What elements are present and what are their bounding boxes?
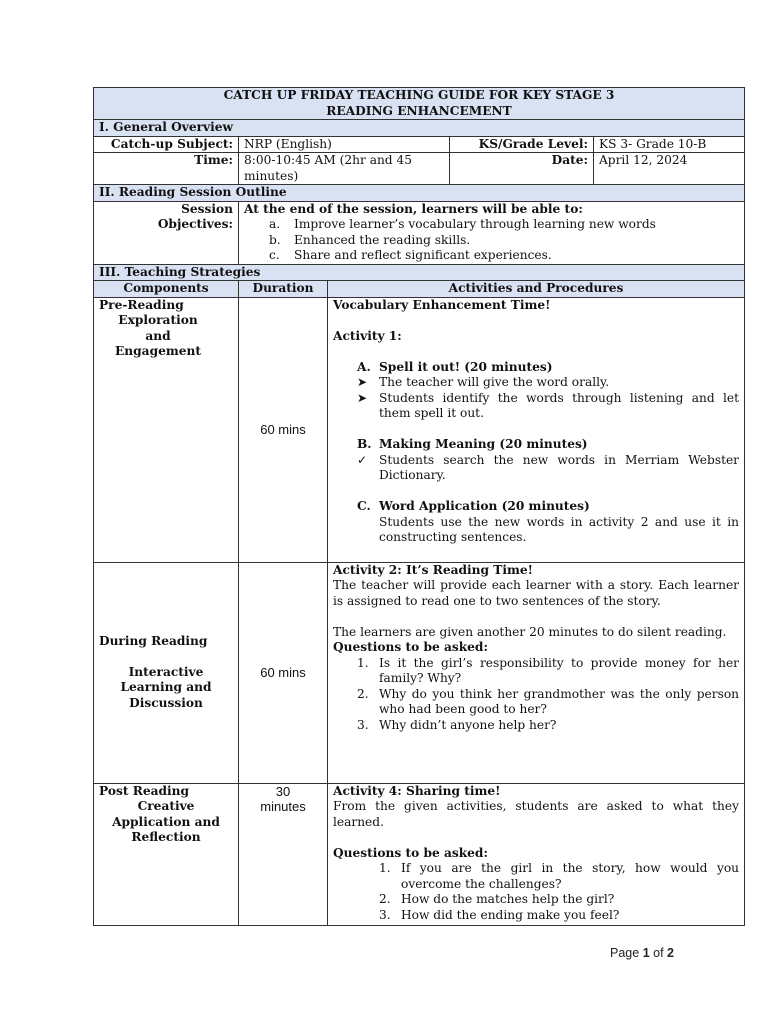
section-reading-outline	[94, 185, 745, 202]
time-value: 8:00-10:45 AM (2hr and 45 minutes)	[239, 153, 450, 185]
time-row	[94, 153, 745, 185]
list-item: 1. Is it the girl’s responsibility to provide money for her family? Why?	[357, 655, 740, 685]
table-row-during-reading	[94, 562, 745, 783]
duration-pre-reading: 60 mins	[239, 297, 328, 562]
page-number: Page 1 of 2	[610, 946, 674, 960]
list-item: Students use the new words in activity 2 and use it in constructing sentences.	[379, 514, 740, 544]
objectives-content	[239, 201, 745, 264]
component-pre-reading: Pre-Reading Exploration and Engagement	[94, 297, 239, 562]
column-header-activities: Activities and Procedures	[328, 281, 745, 298]
column-header-row	[94, 281, 745, 298]
checkmark-bullet-icon: ✓	[357, 452, 368, 467]
list-item: A. Spell it out! (20 minutes)	[357, 359, 553, 374]
subject-label: Catch-up Subject:	[94, 136, 239, 153]
table-row-pre-reading	[94, 297, 745, 562]
component-post-reading: Post Reading Creative Application and Reflection	[94, 783, 239, 925]
duration-post-reading: 30 minutes	[239, 783, 328, 925]
list-item: 1. If you are the girl in the story, how would you overcome the challenges?	[379, 861, 740, 891]
list-item: 2. How do the matches help the girl?	[379, 892, 615, 906]
date-label: Date:	[450, 153, 594, 185]
section-general-overview	[94, 120, 745, 137]
arrow-bullet-icon: ➤	[357, 375, 368, 389]
list-item: C. Word Application (20 minutes)	[357, 499, 590, 513]
list-item: ➤ The teacher will give the word orally.	[357, 375, 610, 389]
column-header-duration: Duration	[239, 281, 328, 298]
subject-value: NRP (English)	[239, 136, 450, 153]
list-item: a. Improve learner’s vocabulary through learning new words	[269, 217, 656, 231]
list-item: 3. How did the ending make you feel?	[379, 907, 620, 922]
list-item: ✓ Students search the new words in Merriam Webster Dictionary.	[357, 452, 740, 482]
objectives-row	[94, 201, 745, 264]
activities-post-reading: Activity 4: Sharing time! From the given activities, students are asked to what they learned. Questions to be asked: 1. If you are the girl in the story, how would you overcome the challenges? 2. How do the matches help the girl? 3. How did the ending make you feel?	[328, 783, 745, 925]
title-row	[94, 88, 745, 120]
title-line-2: READING ENHANCEMENT	[326, 103, 512, 118]
teaching-guide-table	[93, 87, 745, 926]
activities-during-reading: Activity 2: It’s Reading Time! The teacher will provide each learner with a story. Each learner is assigned to read one to two sentences of the story. The learners are given another 20 minutes to do silent reading. Questions to be asked: 1. Is it the girl’s responsibility to provide money for her family? Why? 2. Why do you think her grandmother was the only person who had been good to her? 3. Why didn’t anyone help her?	[328, 562, 745, 783]
table-row-post-reading	[94, 783, 745, 925]
duration-during-reading: 60 mins	[239, 562, 328, 783]
title-line-1: CATCH UP FRIDAY TEACHING GUIDE FOR KEY STAGE 3	[223, 88, 615, 102]
subject-row	[94, 136, 745, 153]
section-heading: I. General Overview	[94, 120, 745, 137]
objectives-label: Session Objectives:	[94, 201, 239, 264]
list-item: 3. Why didn’t anyone help her?	[357, 717, 557, 732]
section-heading: II. Reading Session Outline	[94, 185, 745, 202]
list-item: 2. Why do you think her grandmother was the only person who had been good to her?	[357, 686, 740, 716]
list-item: B. Making Meaning (20 minutes)	[357, 437, 588, 451]
component-during-reading: During Reading Interactive Learning and Discussion	[94, 562, 239, 783]
objectives-intro: At the end of the session, learners will be able to:	[244, 201, 583, 216]
arrow-bullet-icon: ➤	[357, 390, 368, 405]
list-item: ➤ Students identify the words through listening and let them spell it out.	[357, 390, 740, 420]
grade-value: KS 3- Grade 10-B	[594, 136, 745, 153]
time-label: Time:	[94, 153, 239, 185]
section-teaching-strategies	[94, 264, 745, 281]
list-item: c. Share and reflect significant experiences.	[269, 248, 552, 262]
date-value: April 12, 2024	[594, 153, 745, 185]
column-header-components: Components	[94, 281, 239, 298]
document-title	[94, 88, 745, 120]
objectives-list	[244, 217, 739, 264]
list-item: b. Enhanced the reading skills.	[269, 232, 471, 247]
activities-pre-reading: Vocabulary Enhancement Time! Activity 1: A. Spell it out! (20 minutes) ➤ The teacher will give the word orally. ➤ Students identify the words through listening and let them spell it out. B. Making Meaning (20 minutes) ✓ Students search the new words in Merriam Webster Dictionary. C. Word Application (20 minutes) Students use the new words in activity 2 and use it in constructing sentences.	[328, 297, 745, 562]
section-heading: III. Teaching Strategies	[94, 264, 745, 281]
grade-label: KS/Grade Level:	[450, 136, 594, 153]
